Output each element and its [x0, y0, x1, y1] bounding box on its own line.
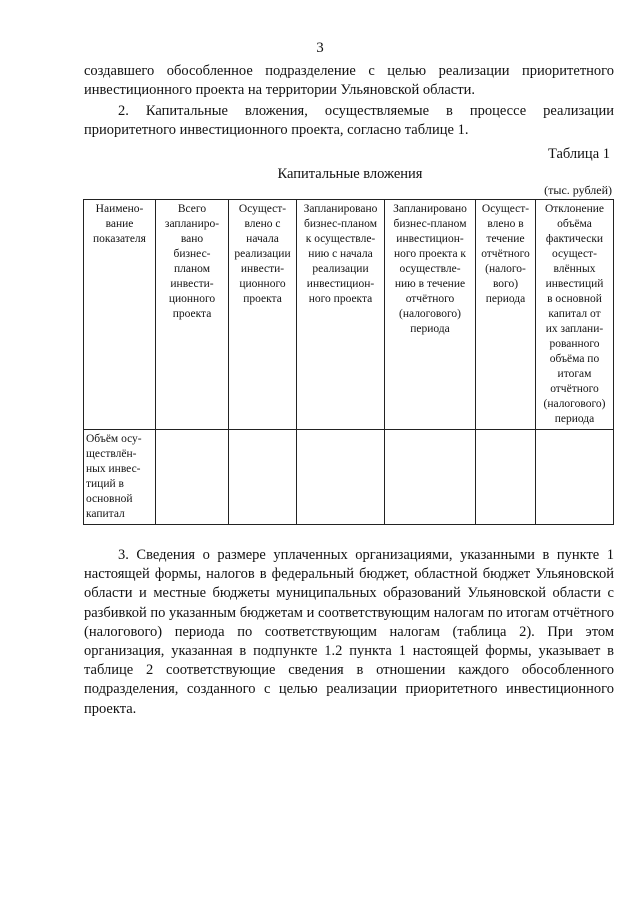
paragraph-tax-info: 3. Сведения о размере уплаченных организациями, указанными в пункте 1 настоящей формы, налогов в федеральный бюджет, областной бюджет Ульяновской области и местные бюджеты муниципальных образований Ульяновской области с разбивкой по указанным бюджетам и соответствующим налогам по итогам отчётного (налогового) периода по соответствующим налогам (таблица 2). При этом организация, указанная в подпункте 1.2 пункта 1 настоящей формы, указывает в таблице 2 соответствующие сведения в отношении каждого обособленного подразделения, созданного с целью реализации приоритетного инвестиционного проекта.: [84, 547, 614, 717]
table-title: Капитальные вложения: [277, 166, 423, 182]
table-cell: [536, 430, 614, 525]
header-indicator-name: Наимено- вание показателя: [84, 200, 156, 430]
page-number: 3: [316, 40, 324, 56]
header-implemented-reporting-period: Осущест- влено в течение отчётного (налого- вого) периода: [476, 200, 536, 430]
capital-investments-table: [83, 199, 614, 525]
table-cell: [229, 430, 297, 525]
header-total-planned: Всего запланиро- вано бизнес- планом инвести- ционного проекта: [156, 200, 229, 430]
header-deviation: Отклонение объёма фактически осущест- влённых инвестиций в основной капитал от их заплани- рованного объёма по итогам отчётного (налогового) периода: [536, 200, 614, 430]
table-row: [84, 430, 614, 525]
paragraph-capital-investments: 2. Капитальные вложения, осуществляемые в процессе реализации приоритетного инвестиционного проекта, согласно таблице 1.: [84, 103, 614, 138]
table-reference: Таблица 1: [547, 146, 610, 162]
table-header-row: [84, 200, 614, 430]
header-planned-since-start: Запланировано бизнес-планом к осуществле- нию с начала реализации инвестицион- ного проекта: [297, 200, 385, 430]
header-planned-reporting-period: Запланировано бизнес-планом инвестицион- ного проекта к осуществле- нию в течение отчётного (налогового) периода: [385, 200, 476, 430]
header-implemented-since-start: Осущест- влено с начала реализации инвести- ционного проекта: [229, 200, 297, 430]
table-cell: [385, 430, 476, 525]
table-cell: [476, 430, 536, 525]
table-cell: [156, 430, 229, 525]
table-cell: [297, 430, 385, 525]
table-unit-note: (тыс. рублей): [544, 183, 612, 197]
paragraph-continuation: создавшего обособленное подразделение с целью реализации приоритетного инвестиционного проекта на территории Ульяновской области.: [84, 63, 614, 98]
row-label: Объём осу- ществлён- ных инвес- тиций в основной капитал: [84, 430, 156, 525]
